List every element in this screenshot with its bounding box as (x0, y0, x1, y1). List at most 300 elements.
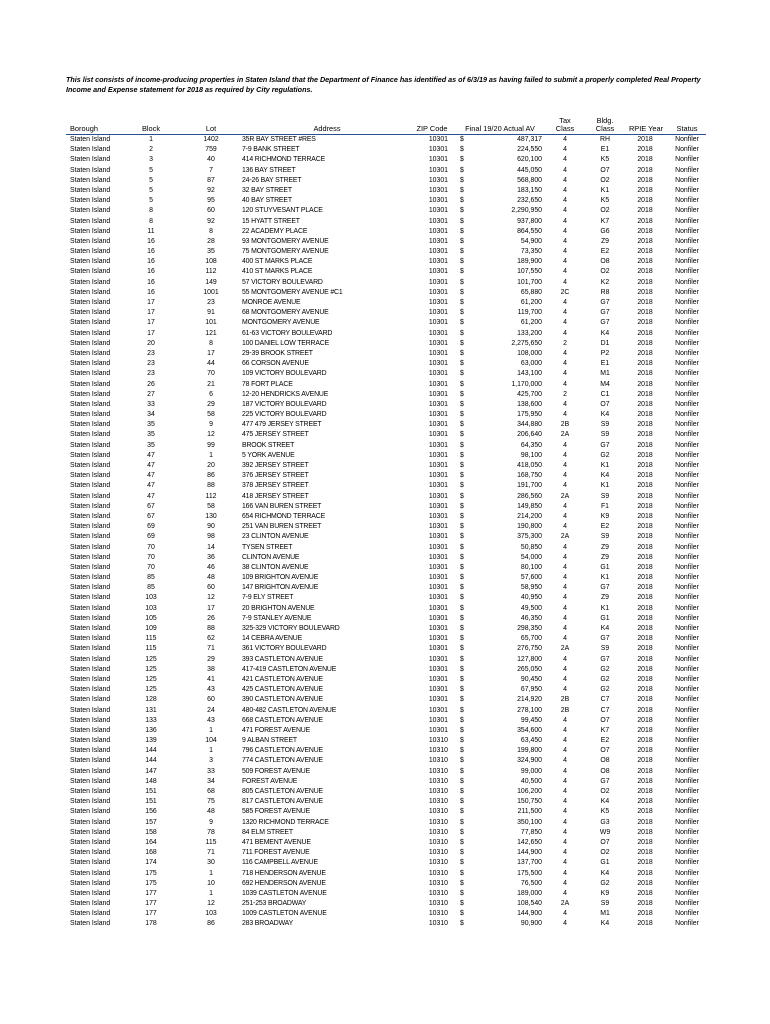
address-cell: 418 JERSEY STREET (242, 492, 309, 500)
status-cell: Nonfiler (675, 186, 699, 194)
borough-cell: Staten Island (70, 798, 111, 806)
table-row (66, 318, 706, 328)
rpie-year-cell: 2018 (637, 217, 653, 225)
status-cell: Nonfiler (675, 920, 699, 928)
bldg-class-cell: K1 (600, 574, 610, 582)
zip-cell: 10301 (428, 136, 448, 143)
block-cell: 70 (147, 543, 155, 551)
address-cell: 400 ST MARKS PLACE (242, 258, 313, 266)
status-cell: Nonfiler (675, 737, 699, 745)
lot-cell: 35 (207, 248, 215, 256)
actual-av-cell: 144,900 (517, 910, 542, 918)
address-cell: 414 RICHMOND TERRACE (242, 156, 326, 164)
borough-cell: Staten Island (70, 614, 111, 622)
block-cell: 133 (145, 716, 157, 724)
address-cell: 376 JERSEY STREET (242, 472, 309, 480)
dollar-sign-cell: $ (460, 492, 464, 500)
status-cell: Nonfiler (675, 390, 699, 398)
tax-class-cell: 2A (560, 533, 570, 541)
block-cell: 47 (147, 472, 155, 480)
zip-cell: 10301 (428, 319, 448, 327)
tax-class-cell: 4 (563, 838, 567, 846)
rpie-year-cell: 2018 (637, 197, 653, 205)
address-cell: 166 VAN BUREN STREET (242, 502, 322, 510)
borough-cell: Staten Island (70, 533, 111, 541)
address-cell: 93 MONTGOMERY AVENUE (242, 237, 329, 245)
tax-class-cell: 4 (563, 299, 567, 306)
bldg-class-cell: O2 (600, 268, 610, 276)
rpie-year-cell: 2018 (637, 462, 653, 469)
rpie-year-cell: 2018 (637, 849, 653, 857)
status-cell: Nonfiler (675, 441, 699, 449)
actual-av-cell: 144,900 (517, 849, 542, 857)
table-row (66, 756, 706, 766)
actual-av-cell: 65,700 (520, 635, 542, 643)
lot-cell: 99 (207, 441, 215, 449)
status-cell: Nonfiler (675, 472, 699, 480)
bldg-class-cell: G1 (600, 859, 610, 867)
dollar-sign-cell: $ (460, 614, 464, 622)
rpie-year-cell: 2018 (637, 339, 653, 347)
block-cell: 5 (149, 176, 153, 184)
lot-cell: 33 (207, 767, 215, 775)
header-lot: Lot (205, 124, 217, 133)
block-cell: 17 (147, 309, 155, 317)
lot-cell: 17 (207, 604, 215, 612)
lot-cell: 12 (207, 431, 215, 439)
actual-av-cell: 354,600 (517, 726, 542, 734)
status-cell: Nonfiler (675, 319, 699, 327)
table-row (66, 430, 706, 440)
zip-cell: 10301 (428, 248, 448, 256)
borough-cell: Staten Island (70, 472, 111, 480)
block-cell: 125 (145, 655, 157, 663)
address-cell: BROOK STREET (242, 441, 295, 449)
tax-class-cell: 4 (563, 207, 567, 215)
lot-cell: 86 (207, 920, 215, 928)
table-row (66, 879, 706, 889)
tax-class-cell: 4 (563, 146, 567, 154)
zip-cell: 10301 (428, 268, 448, 276)
borough-cell: Staten Island (70, 563, 111, 571)
rpie-year-cell: 2018 (637, 706, 653, 714)
borough-cell: Staten Island (70, 421, 111, 429)
tax-class-cell: 4 (563, 258, 567, 266)
zip-cell: 10310 (428, 900, 448, 908)
borough-cell: Staten Island (70, 910, 111, 918)
rpie-year-cell: 2018 (637, 665, 653, 673)
address-cell: 711 FOREST AVENUE (242, 849, 310, 857)
status-cell: Nonfiler (675, 625, 699, 632)
address-cell: 471 FOREST AVENUE (242, 726, 311, 734)
actual-av-cell: 190,800 (517, 523, 542, 531)
address-cell: 477 479 JERSEY STREET (242, 421, 322, 429)
bldg-class-cell: S9 (600, 533, 610, 541)
table-row (66, 502, 706, 512)
block-cell: 47 (147, 492, 155, 500)
bldg-class-cell: O8 (600, 258, 610, 266)
zip-cell: 10301 (428, 472, 448, 480)
zip-cell: 10301 (428, 533, 448, 541)
bldg-class-cell: M1 (600, 910, 610, 918)
rpie-year-cell: 2018 (637, 777, 653, 785)
table-row (66, 308, 706, 318)
lot-cell: 121 (205, 329, 217, 337)
actual-av-cell: 63,450 (520, 737, 542, 745)
dollar-sign-cell: $ (460, 136, 464, 143)
rpie-year-cell: 2018 (637, 757, 653, 765)
zip-cell: 10310 (428, 879, 448, 887)
table-row (66, 278, 706, 288)
block-cell: 177 (145, 910, 157, 918)
address-cell: 718 HENDERSON AVENUE (242, 869, 326, 877)
rpie-year-cell: 2018 (637, 655, 653, 663)
actual-av-cell: 73,350 (520, 248, 542, 256)
zip-cell: 10310 (428, 838, 448, 846)
dollar-sign-cell: $ (460, 309, 464, 317)
borough-cell: Staten Island (70, 737, 111, 745)
table-row (66, 206, 706, 216)
lot-cell: 86 (207, 472, 215, 480)
zip-cell: 10301 (428, 625, 448, 632)
rpie-year-cell: 2018 (637, 411, 653, 419)
address-cell: 7-9 ELY STREET (242, 594, 294, 602)
tax-class-cell: 4 (563, 227, 567, 235)
borough-cell: Staten Island (70, 502, 111, 510)
address-cell: 100 DANIEL LOW TERRACE (242, 339, 330, 347)
status-cell: Nonfiler (675, 706, 699, 714)
actual-av-cell: 175,950 (517, 411, 542, 419)
address-cell: 417-419 CASTLETON AVENUE (242, 665, 337, 673)
table-row (66, 573, 706, 583)
tax-class-cell: 4 (563, 574, 567, 582)
borough-cell: Staten Island (70, 390, 111, 398)
tax-class-cell: 4 (563, 523, 567, 531)
dollar-sign-cell: $ (460, 258, 464, 266)
address-cell: 7-9 BANK STREET (242, 146, 300, 154)
actual-av-cell: 137,700 (517, 859, 542, 867)
status-cell: Nonfiler (675, 329, 699, 337)
dollar-sign-cell: $ (460, 543, 464, 551)
table-row (66, 247, 706, 257)
lot-cell: 58 (207, 411, 215, 419)
table-row (66, 583, 706, 593)
rpie-year-cell: 2018 (637, 227, 653, 235)
dollar-sign-cell: $ (460, 299, 464, 306)
lot-cell: 88 (207, 482, 215, 490)
dollar-sign-cell: $ (460, 686, 464, 694)
address-cell: 35R BAY STREET #RES (242, 136, 316, 143)
address-cell: 325-329 VICTORY BOULEVARD (242, 625, 340, 632)
block-cell: 151 (145, 798, 157, 806)
table-row (66, 746, 706, 756)
tax-class-cell: 4 (563, 614, 567, 622)
address-cell: 1009 CASTLETON AVENUE (242, 910, 327, 918)
borough-cell: Staten Island (70, 441, 111, 449)
table-row (66, 400, 706, 410)
dollar-sign-cell: $ (460, 512, 464, 520)
bldg-class-cell: C7 (600, 706, 610, 714)
lot-cell: 104 (205, 737, 217, 745)
tax-class-cell: 4 (563, 462, 567, 469)
bldg-class-cell: W9 (599, 828, 611, 836)
actual-av-cell: 1,170,000 (511, 380, 542, 388)
address-cell: 24-26 BAY STREET (242, 176, 302, 184)
address-cell: 251-253 BROADWAY (242, 900, 307, 908)
lot-cell: 3 (209, 757, 213, 765)
dollar-sign-cell: $ (460, 441, 464, 449)
status-cell: Nonfiler (675, 217, 699, 225)
bldg-class-cell: G7 (600, 584, 610, 592)
address-cell: 392 JERSEY STREET (242, 462, 309, 469)
rpie-year-cell: 2018 (637, 828, 653, 836)
table-row (66, 166, 706, 176)
bldg-class-cell: K1 (600, 462, 610, 469)
zip-cell: 10301 (428, 584, 448, 592)
table-row (66, 339, 706, 349)
zip-cell: 10301 (428, 574, 448, 582)
actual-av-cell: 143,100 (517, 370, 542, 378)
actual-av-cell: 232,650 (517, 197, 542, 205)
table-row (66, 644, 706, 654)
block-cell: 5 (149, 186, 153, 194)
block-cell: 17 (147, 319, 155, 327)
table-row (66, 441, 706, 451)
table-row (66, 145, 706, 155)
block-cell: 85 (147, 584, 155, 592)
address-cell: MONROE AVENUE (242, 299, 301, 306)
rpie-year-cell: 2018 (637, 136, 653, 143)
block-cell: 8 (149, 217, 153, 225)
tax-class-cell: 4 (563, 360, 567, 368)
block-cell: 2 (149, 146, 153, 154)
lot-cell: 30 (207, 859, 215, 867)
address-cell: 78 FORT PLACE (242, 380, 293, 388)
lot-cell: 112 (205, 268, 217, 276)
zip-cell: 10301 (428, 502, 448, 510)
zip-cell: 10310 (428, 798, 448, 806)
dollar-sign-cell: $ (460, 217, 464, 225)
tax-class-cell: 4 (563, 767, 567, 775)
zip-cell: 10301 (428, 441, 448, 449)
table-row (66, 410, 706, 420)
status-cell: Nonfiler (675, 207, 699, 215)
borough-cell: Staten Island (70, 879, 111, 887)
table-row (66, 492, 706, 502)
tax-class-cell: 4 (563, 186, 567, 194)
dollar-sign-cell: $ (460, 828, 464, 836)
status-cell: Nonfiler (675, 747, 699, 755)
zip-cell: 10310 (428, 777, 448, 785)
actual-av-cell: 418,050 (517, 462, 542, 469)
block-cell: 20 (147, 339, 155, 347)
block-cell: 85 (147, 574, 155, 582)
table-row (66, 604, 706, 614)
block-cell: 178 (145, 920, 157, 928)
rpie-year-cell: 2018 (637, 533, 653, 541)
borough-cell: Staten Island (70, 309, 111, 317)
borough-cell: Staten Island (70, 553, 111, 561)
address-cell: 585 FOREST AVENUE (242, 808, 311, 816)
lot-cell: 12 (207, 900, 215, 908)
lot-cell: 58 (207, 502, 215, 510)
status-cell: Nonfiler (675, 604, 699, 612)
bldg-class-cell: K4 (600, 625, 610, 632)
address-cell: 22 ACADEMY PLACE (242, 227, 308, 235)
address-cell: 393 CASTLETON AVENUE (242, 655, 323, 663)
zip-cell: 10301 (428, 686, 448, 694)
table-row (66, 176, 706, 186)
tax-class-cell: 2A (560, 645, 570, 653)
lot-cell: 130 (205, 512, 217, 520)
zip-cell: 10301 (428, 563, 448, 571)
block-cell: 125 (145, 665, 157, 673)
borough-cell: Staten Island (70, 380, 111, 388)
zip-cell: 10301 (428, 370, 448, 378)
rpie-year-cell: 2018 (637, 146, 653, 154)
header-av: Final 19/20 Actual AV (465, 124, 535, 133)
bldg-class-cell: S9 (600, 431, 610, 439)
borough-cell: Staten Island (70, 849, 111, 857)
lot-cell: 8 (209, 227, 213, 235)
lot-cell: 12 (207, 594, 215, 602)
table-row (66, 563, 706, 573)
actual-av-cell: 80,100 (520, 563, 542, 571)
dollar-sign-cell: $ (460, 889, 464, 897)
address-cell: 410 ST MARKS PLACE (242, 268, 313, 276)
zip-cell: 10301 (428, 186, 448, 194)
block-cell: 27 (147, 390, 155, 398)
status-cell: Nonfiler (675, 696, 699, 704)
zip-cell: 10301 (428, 696, 448, 704)
rpie-year-cell: 2018 (637, 889, 653, 897)
bldg-class-cell: S9 (600, 645, 610, 653)
lot-cell: 29 (207, 655, 215, 663)
block-cell: 164 (145, 838, 157, 846)
block-cell: 144 (145, 757, 157, 765)
lot-cell: 21 (207, 380, 215, 388)
zip-cell: 10301 (428, 421, 448, 429)
table-row (66, 329, 706, 339)
dollar-sign-cell: $ (460, 563, 464, 571)
borough-cell: Staten Island (70, 278, 111, 286)
borough-cell: Staten Island (70, 716, 111, 724)
borough-cell: Staten Island (70, 339, 111, 347)
dollar-sign-cell: $ (460, 757, 464, 765)
tax-class-cell: 4 (563, 849, 567, 857)
borough-cell: Staten Island (70, 400, 111, 408)
dollar-sign-cell: $ (460, 910, 464, 918)
table-row (66, 359, 706, 369)
actual-av-cell: 119,700 (517, 309, 542, 317)
zip-cell: 10310 (428, 767, 448, 775)
table-row (66, 349, 706, 359)
actual-av-cell: 90,450 (520, 675, 542, 683)
block-cell: 17 (147, 299, 155, 306)
zip-cell: 10301 (428, 431, 448, 439)
lot-cell: 1402 (203, 136, 219, 143)
status-cell: Nonfiler (675, 451, 699, 459)
zip-cell: 10301 (428, 390, 448, 398)
rpie-year-cell: 2018 (637, 349, 653, 357)
table-row (66, 155, 706, 165)
block-cell: 16 (147, 237, 155, 245)
bldg-class-cell: S9 (600, 421, 610, 429)
borough-cell: Staten Island (70, 828, 111, 836)
status-cell: Nonfiler (675, 655, 699, 663)
borough-cell: Staten Island (70, 900, 111, 908)
actual-av-cell: 142,650 (517, 838, 542, 846)
status-cell: Nonfiler (675, 176, 699, 184)
actual-av-cell: 568,800 (517, 176, 542, 184)
table-row (66, 380, 706, 390)
lot-cell: 78 (207, 828, 215, 836)
bldg-class-cell: Z9 (600, 237, 610, 245)
status-cell: Nonfiler (675, 726, 699, 734)
dollar-sign-cell: $ (460, 431, 464, 439)
block-cell: 3 (149, 156, 153, 164)
actual-av-cell: 350,100 (517, 818, 542, 826)
address-cell: 283 BROADWAY (242, 920, 294, 928)
rpie-year-cell: 2018 (637, 472, 653, 480)
lot-cell: 9 (209, 421, 213, 429)
actual-av-cell: 487,317 (517, 136, 542, 143)
zip-cell: 10301 (428, 604, 448, 612)
table-row (66, 695, 706, 705)
rpie-year-cell: 2018 (637, 869, 653, 877)
block-cell: 16 (147, 268, 155, 276)
actual-av-cell: 937,800 (517, 217, 542, 225)
rpie-year-cell: 2018 (637, 716, 653, 724)
lot-cell: 103 (205, 910, 217, 918)
status-cell: Nonfiler (675, 197, 699, 205)
zip-cell: 10310 (428, 747, 448, 755)
lot-cell: 95 (207, 197, 215, 205)
status-cell: Nonfiler (675, 299, 699, 306)
bldg-class-cell: S9 (600, 900, 610, 908)
borough-cell: Staten Island (70, 288, 111, 296)
borough-cell: Staten Island (70, 625, 111, 632)
dollar-sign-cell: $ (460, 237, 464, 245)
table-row (66, 828, 706, 838)
address-cell: 109 VICTORY BOULEVARD (242, 370, 327, 378)
zip-cell: 10301 (428, 706, 448, 714)
borough-cell: Staten Island (70, 207, 111, 215)
block-cell: 16 (147, 258, 155, 266)
header-borough: Borough (70, 124, 98, 133)
block-cell: 70 (147, 553, 155, 561)
block-cell: 177 (145, 889, 157, 897)
dollar-sign-cell: $ (460, 156, 464, 164)
dollar-sign-cell: $ (460, 869, 464, 877)
lot-cell: 8 (209, 339, 213, 347)
status-cell: Nonfiler (675, 339, 699, 347)
block-cell: 115 (145, 635, 157, 643)
lot-cell: 46 (207, 563, 215, 571)
rpie-year-cell: 2018 (637, 675, 653, 683)
status-cell: Nonfiler (675, 614, 699, 622)
zip-cell: 10301 (428, 543, 448, 551)
block-cell: 103 (145, 604, 157, 612)
zip-cell: 10310 (428, 849, 448, 857)
table-row (66, 522, 706, 532)
bldg-class-cell: O7 (600, 838, 610, 846)
actual-av-cell: 2,275,650 (511, 339, 542, 347)
table-row (66, 685, 706, 695)
address-cell: 361 VICTORY BOULEVARD (242, 645, 327, 653)
block-cell: 34 (147, 411, 155, 419)
rpie-year-cell: 2018 (637, 696, 653, 704)
